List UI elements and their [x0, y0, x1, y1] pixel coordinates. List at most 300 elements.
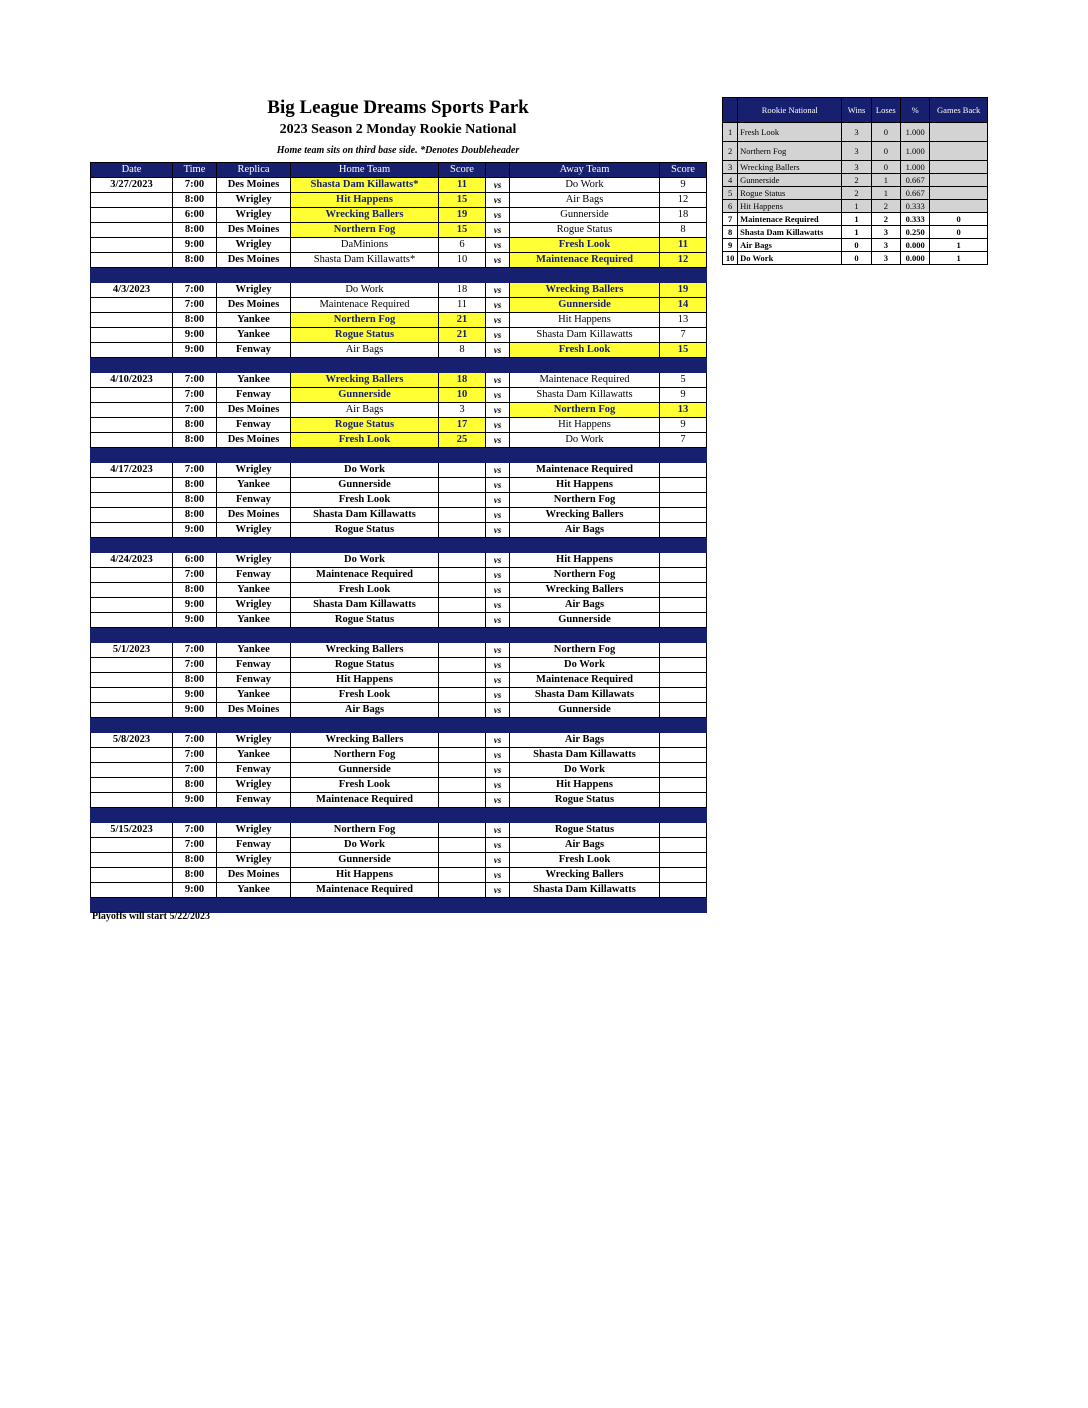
vs-label: vs — [486, 673, 510, 688]
standings-wins: 1 — [842, 213, 871, 226]
separator-cell — [510, 358, 660, 373]
separator-cell — [217, 268, 291, 283]
game-row — [91, 298, 707, 313]
game-replica: Wrigley — [217, 553, 291, 568]
game-time: 8:00 — [173, 433, 217, 448]
away-team: Rogue Status — [510, 793, 660, 808]
home-score — [439, 733, 486, 748]
away-team: Gunnerside — [510, 613, 660, 628]
game-date: 3/27/2023 — [91, 178, 173, 193]
game-replica: Des Moines — [217, 508, 291, 523]
separator-cell — [173, 808, 217, 823]
home-score: 21 — [439, 313, 486, 328]
standings-games-back: 0 — [930, 213, 988, 226]
home-score — [439, 658, 486, 673]
vs-label: vs — [486, 568, 510, 583]
game-time: 7:00 — [173, 403, 217, 418]
game-replica: Fenway — [217, 658, 291, 673]
vs-label: vs — [486, 403, 510, 418]
separator-cell — [660, 448, 707, 463]
home-team: Air Bags — [291, 343, 439, 358]
standings-row — [723, 161, 988, 174]
game-date: 5/1/2023 — [91, 643, 173, 658]
separator-cell — [660, 898, 707, 913]
game-date — [91, 598, 173, 613]
away-team: Shasta Dam Killawatts — [510, 388, 660, 403]
standings-wins: 3 — [842, 123, 871, 142]
separator-cell — [660, 538, 707, 553]
vs-label: vs — [486, 823, 510, 838]
separator-cell — [91, 628, 173, 643]
header-away-score: Score — [660, 163, 707, 178]
home-score: 6 — [439, 238, 486, 253]
game-date — [91, 883, 173, 898]
separator-cell — [486, 358, 510, 373]
away-score — [660, 568, 707, 583]
vs-label: vs — [486, 388, 510, 403]
game-time: 8:00 — [173, 868, 217, 883]
schedule-body — [91, 178, 707, 913]
separator-cell — [291, 448, 439, 463]
week-separator — [91, 628, 707, 643]
home-score — [439, 598, 486, 613]
away-score: 9 — [660, 418, 707, 433]
game-time: 8:00 — [173, 313, 217, 328]
game-time: 8:00 — [173, 253, 217, 268]
home-team: Wrecking Ballers — [291, 208, 439, 223]
standings-row — [723, 142, 988, 161]
home-score — [439, 868, 486, 883]
home-score: 11 — [439, 178, 486, 193]
separator-cell — [91, 538, 173, 553]
separator-cell — [660, 358, 707, 373]
game-row — [91, 238, 707, 253]
game-replica: Wrigley — [217, 523, 291, 538]
standings-rank: 7 — [723, 213, 738, 226]
game-replica: Yankee — [217, 643, 291, 658]
week-separator — [91, 718, 707, 733]
away-team: Shasta Dam Killawatts — [510, 748, 660, 763]
home-team: Gunnerside — [291, 763, 439, 778]
away-score — [660, 823, 707, 838]
game-date — [91, 328, 173, 343]
vs-label: vs — [486, 733, 510, 748]
away-score — [660, 733, 707, 748]
game-date — [91, 583, 173, 598]
home-team: Shasta Dam Killawatts — [291, 508, 439, 523]
game-replica: Fenway — [217, 418, 291, 433]
separator-cell — [660, 628, 707, 643]
header-away-team: Away Team — [510, 163, 660, 178]
home-score — [439, 748, 486, 763]
game-time: 7:00 — [173, 388, 217, 403]
home-team: Do Work — [291, 553, 439, 568]
game-date: 4/10/2023 — [91, 373, 173, 388]
game-replica: Yankee — [217, 313, 291, 328]
week-separator — [91, 448, 707, 463]
game-date — [91, 613, 173, 628]
standings-pct: 0.333 — [900, 213, 929, 226]
away-team: Air Bags — [510, 598, 660, 613]
separator-cell — [217, 718, 291, 733]
game-date — [91, 433, 173, 448]
week-separator — [91, 808, 707, 823]
standings-losses: 1 — [871, 187, 900, 200]
game-time: 9:00 — [173, 343, 217, 358]
home-team: Do Work — [291, 283, 439, 298]
game-replica: Des Moines — [217, 868, 291, 883]
separator-cell — [291, 808, 439, 823]
game-replica: Wrigley — [217, 853, 291, 868]
game-date — [91, 403, 173, 418]
home-score — [439, 703, 486, 718]
away-team: Wrecking Ballers — [510, 583, 660, 598]
game-replica: Fenway — [217, 568, 291, 583]
away-team: Shasta Dam Killawats — [510, 688, 660, 703]
away-team: Do Work — [510, 658, 660, 673]
home-team: DaMinions — [291, 238, 439, 253]
standings-row — [723, 252, 988, 265]
game-row — [91, 403, 707, 418]
game-time: 7:00 — [173, 568, 217, 583]
separator-cell — [217, 538, 291, 553]
home-score: 11 — [439, 298, 486, 313]
home-team: Maintenace Required — [291, 883, 439, 898]
away-score — [660, 763, 707, 778]
separator-cell — [660, 808, 707, 823]
separator-cell — [486, 808, 510, 823]
home-score — [439, 793, 486, 808]
playoffs-note: Playoffs will start 5/22/2023 — [92, 911, 211, 922]
game-date — [91, 658, 173, 673]
week-separator — [91, 268, 707, 283]
away-score — [660, 673, 707, 688]
away-team: Maintenace Required — [510, 373, 660, 388]
separator-cell — [510, 718, 660, 733]
standings-pct: 0.333 — [900, 200, 929, 213]
separator-cell — [217, 808, 291, 823]
game-time: 9:00 — [173, 523, 217, 538]
game-replica: Yankee — [217, 688, 291, 703]
standings-losses: 2 — [871, 213, 900, 226]
game-replica: Yankee — [217, 373, 291, 388]
game-time: 8:00 — [173, 223, 217, 238]
standings-games-back — [930, 142, 988, 161]
standings-losses: 2 — [871, 200, 900, 213]
separator-cell — [91, 718, 173, 733]
home-score: 15 — [439, 193, 486, 208]
game-date — [91, 508, 173, 523]
home-score: 19 — [439, 208, 486, 223]
standings-rank: 8 — [723, 226, 738, 239]
standings-row — [723, 226, 988, 239]
home-score — [439, 823, 486, 838]
standings-games-back: 0 — [930, 226, 988, 239]
game-row — [91, 583, 707, 598]
home-score — [439, 763, 486, 778]
game-date — [91, 853, 173, 868]
game-replica: Yankee — [217, 748, 291, 763]
game-row — [91, 658, 707, 673]
away-score — [660, 868, 707, 883]
away-score: 13 — [660, 313, 707, 328]
game-date: 4/3/2023 — [91, 283, 173, 298]
game-time: 7:00 — [173, 733, 217, 748]
standings-rank: 9 — [723, 239, 738, 252]
game-time: 6:00 — [173, 208, 217, 223]
away-score: 7 — [660, 433, 707, 448]
away-team: Do Work — [510, 433, 660, 448]
away-score — [660, 793, 707, 808]
game-time: 8:00 — [173, 193, 217, 208]
home-team: Shasta Dam Killawatts* — [291, 253, 439, 268]
standings-team: Hit Happens — [738, 200, 842, 213]
game-time: 9:00 — [173, 703, 217, 718]
away-team: Northern Fog — [510, 568, 660, 583]
separator-cell — [173, 628, 217, 643]
home-score: 8 — [439, 343, 486, 358]
standings-team: Wrecking Ballers — [738, 161, 842, 174]
home-team: Air Bags — [291, 403, 439, 418]
away-score: 15 — [660, 343, 707, 358]
separator-cell — [439, 808, 486, 823]
home-score — [439, 838, 486, 853]
home-score: 25 — [439, 433, 486, 448]
standings-team: Gunnerside — [738, 174, 842, 187]
standings-losses: 3 — [871, 252, 900, 265]
page-title: Big League Dreams Sports Park — [267, 97, 529, 118]
home-score: 10 — [439, 388, 486, 403]
game-date — [91, 193, 173, 208]
home-team: Do Work — [291, 838, 439, 853]
home-score: 17 — [439, 418, 486, 433]
standings-wins: 0 — [842, 239, 871, 252]
home-score — [439, 613, 486, 628]
separator-cell — [217, 358, 291, 373]
standings-pct: 0.000 — [900, 239, 929, 252]
separator-cell — [91, 808, 173, 823]
page-subtitle: 2023 Season 2 Monday Rookie National — [279, 122, 517, 137]
vs-label: vs — [486, 283, 510, 298]
game-replica: Yankee — [217, 478, 291, 493]
game-row — [91, 388, 707, 403]
vs-label: vs — [486, 778, 510, 793]
game-time: 9:00 — [173, 328, 217, 343]
game-row — [91, 868, 707, 883]
separator-cell — [291, 538, 439, 553]
game-replica: Fenway — [217, 793, 291, 808]
away-team: Northern Fog — [510, 403, 660, 418]
vs-label: vs — [486, 598, 510, 613]
game-time: 7:00 — [173, 298, 217, 313]
separator-cell — [173, 538, 217, 553]
game-time: 8:00 — [173, 778, 217, 793]
game-date — [91, 388, 173, 403]
game-row — [91, 283, 707, 298]
vs-label: vs — [486, 193, 510, 208]
home-team: Gunnerside — [291, 478, 439, 493]
home-score: 18 — [439, 283, 486, 298]
standings-row — [723, 174, 988, 187]
vs-label: vs — [486, 793, 510, 808]
standings-rank: 1 — [723, 123, 738, 142]
header-time: Time — [173, 163, 217, 178]
game-time: 9:00 — [173, 613, 217, 628]
standings-games-back — [930, 161, 988, 174]
home-team: Wrecking Ballers — [291, 643, 439, 658]
standings-losses: 3 — [871, 226, 900, 239]
game-time: 7:00 — [173, 643, 217, 658]
standings-losses: 0 — [871, 142, 900, 161]
game-row — [91, 598, 707, 613]
game-time: 9:00 — [173, 688, 217, 703]
away-team: Northern Fog — [510, 493, 660, 508]
away-score: 14 — [660, 298, 707, 313]
vs-label: vs — [486, 703, 510, 718]
away-score — [660, 613, 707, 628]
game-replica: Des Moines — [217, 703, 291, 718]
standings-team: Shasta Dam Killawatts — [738, 226, 842, 239]
separator-cell — [510, 538, 660, 553]
standings-rank: 6 — [723, 200, 738, 213]
away-score — [660, 658, 707, 673]
game-time: 8:00 — [173, 493, 217, 508]
game-replica: Fenway — [217, 343, 291, 358]
home-team: Rogue Status — [291, 523, 439, 538]
game-time: 7:00 — [173, 463, 217, 478]
standings-wins: 3 — [842, 142, 871, 161]
home-score — [439, 883, 486, 898]
standings-wins: 0 — [842, 252, 871, 265]
game-replica: Wrigley — [217, 238, 291, 253]
home-team: Hit Happens — [291, 193, 439, 208]
home-score: 10 — [439, 253, 486, 268]
vs-label: vs — [486, 868, 510, 883]
away-team: Gunnerside — [510, 703, 660, 718]
standings-games-back — [930, 174, 988, 187]
standings-table — [722, 97, 988, 265]
game-row — [91, 508, 707, 523]
game-date — [91, 478, 173, 493]
away-team: Hit Happens — [510, 418, 660, 433]
standings-rank: 10 — [723, 252, 738, 265]
away-team: Fresh Look — [510, 853, 660, 868]
header-date: Date — [91, 163, 173, 178]
game-row — [91, 763, 707, 778]
game-row — [91, 463, 707, 478]
away-team: Shasta Dam Killawatts — [510, 883, 660, 898]
game-replica: Wrigley — [217, 208, 291, 223]
game-date — [91, 313, 173, 328]
game-replica: Wrigley — [217, 283, 291, 298]
separator-cell — [486, 538, 510, 553]
game-time: 7:00 — [173, 283, 217, 298]
game-row — [91, 853, 707, 868]
away-score: 12 — [660, 253, 707, 268]
home-team: Maintenace Required — [291, 793, 439, 808]
game-row — [91, 208, 707, 223]
vs-label: vs — [486, 688, 510, 703]
standings-team: Do Work — [738, 252, 842, 265]
game-date — [91, 673, 173, 688]
game-date: 5/15/2023 — [91, 823, 173, 838]
standings-pct: 0.000 — [900, 252, 929, 265]
standings-header-team: Rookie National — [738, 98, 842, 123]
game-row — [91, 253, 707, 268]
standings-header-row — [723, 98, 988, 123]
away-team: Do Work — [510, 178, 660, 193]
game-time: 9:00 — [173, 883, 217, 898]
vs-label: vs — [486, 583, 510, 598]
separator-cell — [486, 448, 510, 463]
away-team: Wrecking Ballers — [510, 508, 660, 523]
game-date — [91, 298, 173, 313]
separator-cell — [439, 538, 486, 553]
home-score — [439, 568, 486, 583]
home-team: Northern Fog — [291, 313, 439, 328]
standings-rank: 5 — [723, 187, 738, 200]
separator-cell — [510, 628, 660, 643]
header-home-team: Home Team — [291, 163, 439, 178]
away-score: 8 — [660, 223, 707, 238]
separator-cell — [486, 718, 510, 733]
game-time: 7:00 — [173, 373, 217, 388]
vs-label: vs — [486, 313, 510, 328]
standings-header-games-back: Games Back — [930, 98, 988, 123]
home-team: Northern Fog — [291, 223, 439, 238]
game-replica: Fenway — [217, 493, 291, 508]
away-score: 5 — [660, 373, 707, 388]
game-time: 6:00 — [173, 553, 217, 568]
standings-games-back — [930, 200, 988, 213]
game-replica: Yankee — [217, 613, 291, 628]
game-date — [91, 493, 173, 508]
game-row — [91, 343, 707, 358]
game-time: 8:00 — [173, 853, 217, 868]
home-score: 3 — [439, 403, 486, 418]
away-score — [660, 883, 707, 898]
game-time: 8:00 — [173, 478, 217, 493]
game-date: 5/8/2023 — [91, 733, 173, 748]
vs-label: vs — [486, 298, 510, 313]
separator-cell — [291, 628, 439, 643]
home-team: Northern Fog — [291, 823, 439, 838]
away-team: Northern Fog — [510, 643, 660, 658]
game-row — [91, 418, 707, 433]
game-row — [91, 748, 707, 763]
game-row — [91, 838, 707, 853]
vs-label: vs — [486, 343, 510, 358]
game-replica: Des Moines — [217, 403, 291, 418]
game-row — [91, 193, 707, 208]
schedule-table — [90, 162, 707, 913]
away-team: Rogue Status — [510, 223, 660, 238]
home-score: 18 — [439, 373, 486, 388]
standings-pct: 0.667 — [900, 187, 929, 200]
away-score — [660, 508, 707, 523]
away-score — [660, 523, 707, 538]
game-date: 4/17/2023 — [91, 463, 173, 478]
away-score — [660, 838, 707, 853]
away-score: 9 — [660, 178, 707, 193]
home-team: Hit Happens — [291, 673, 439, 688]
away-team: Air Bags — [510, 838, 660, 853]
standings-row — [723, 213, 988, 226]
standings-team: Air Bags — [738, 239, 842, 252]
vs-label: vs — [486, 373, 510, 388]
separator-cell — [510, 808, 660, 823]
game-date — [91, 868, 173, 883]
